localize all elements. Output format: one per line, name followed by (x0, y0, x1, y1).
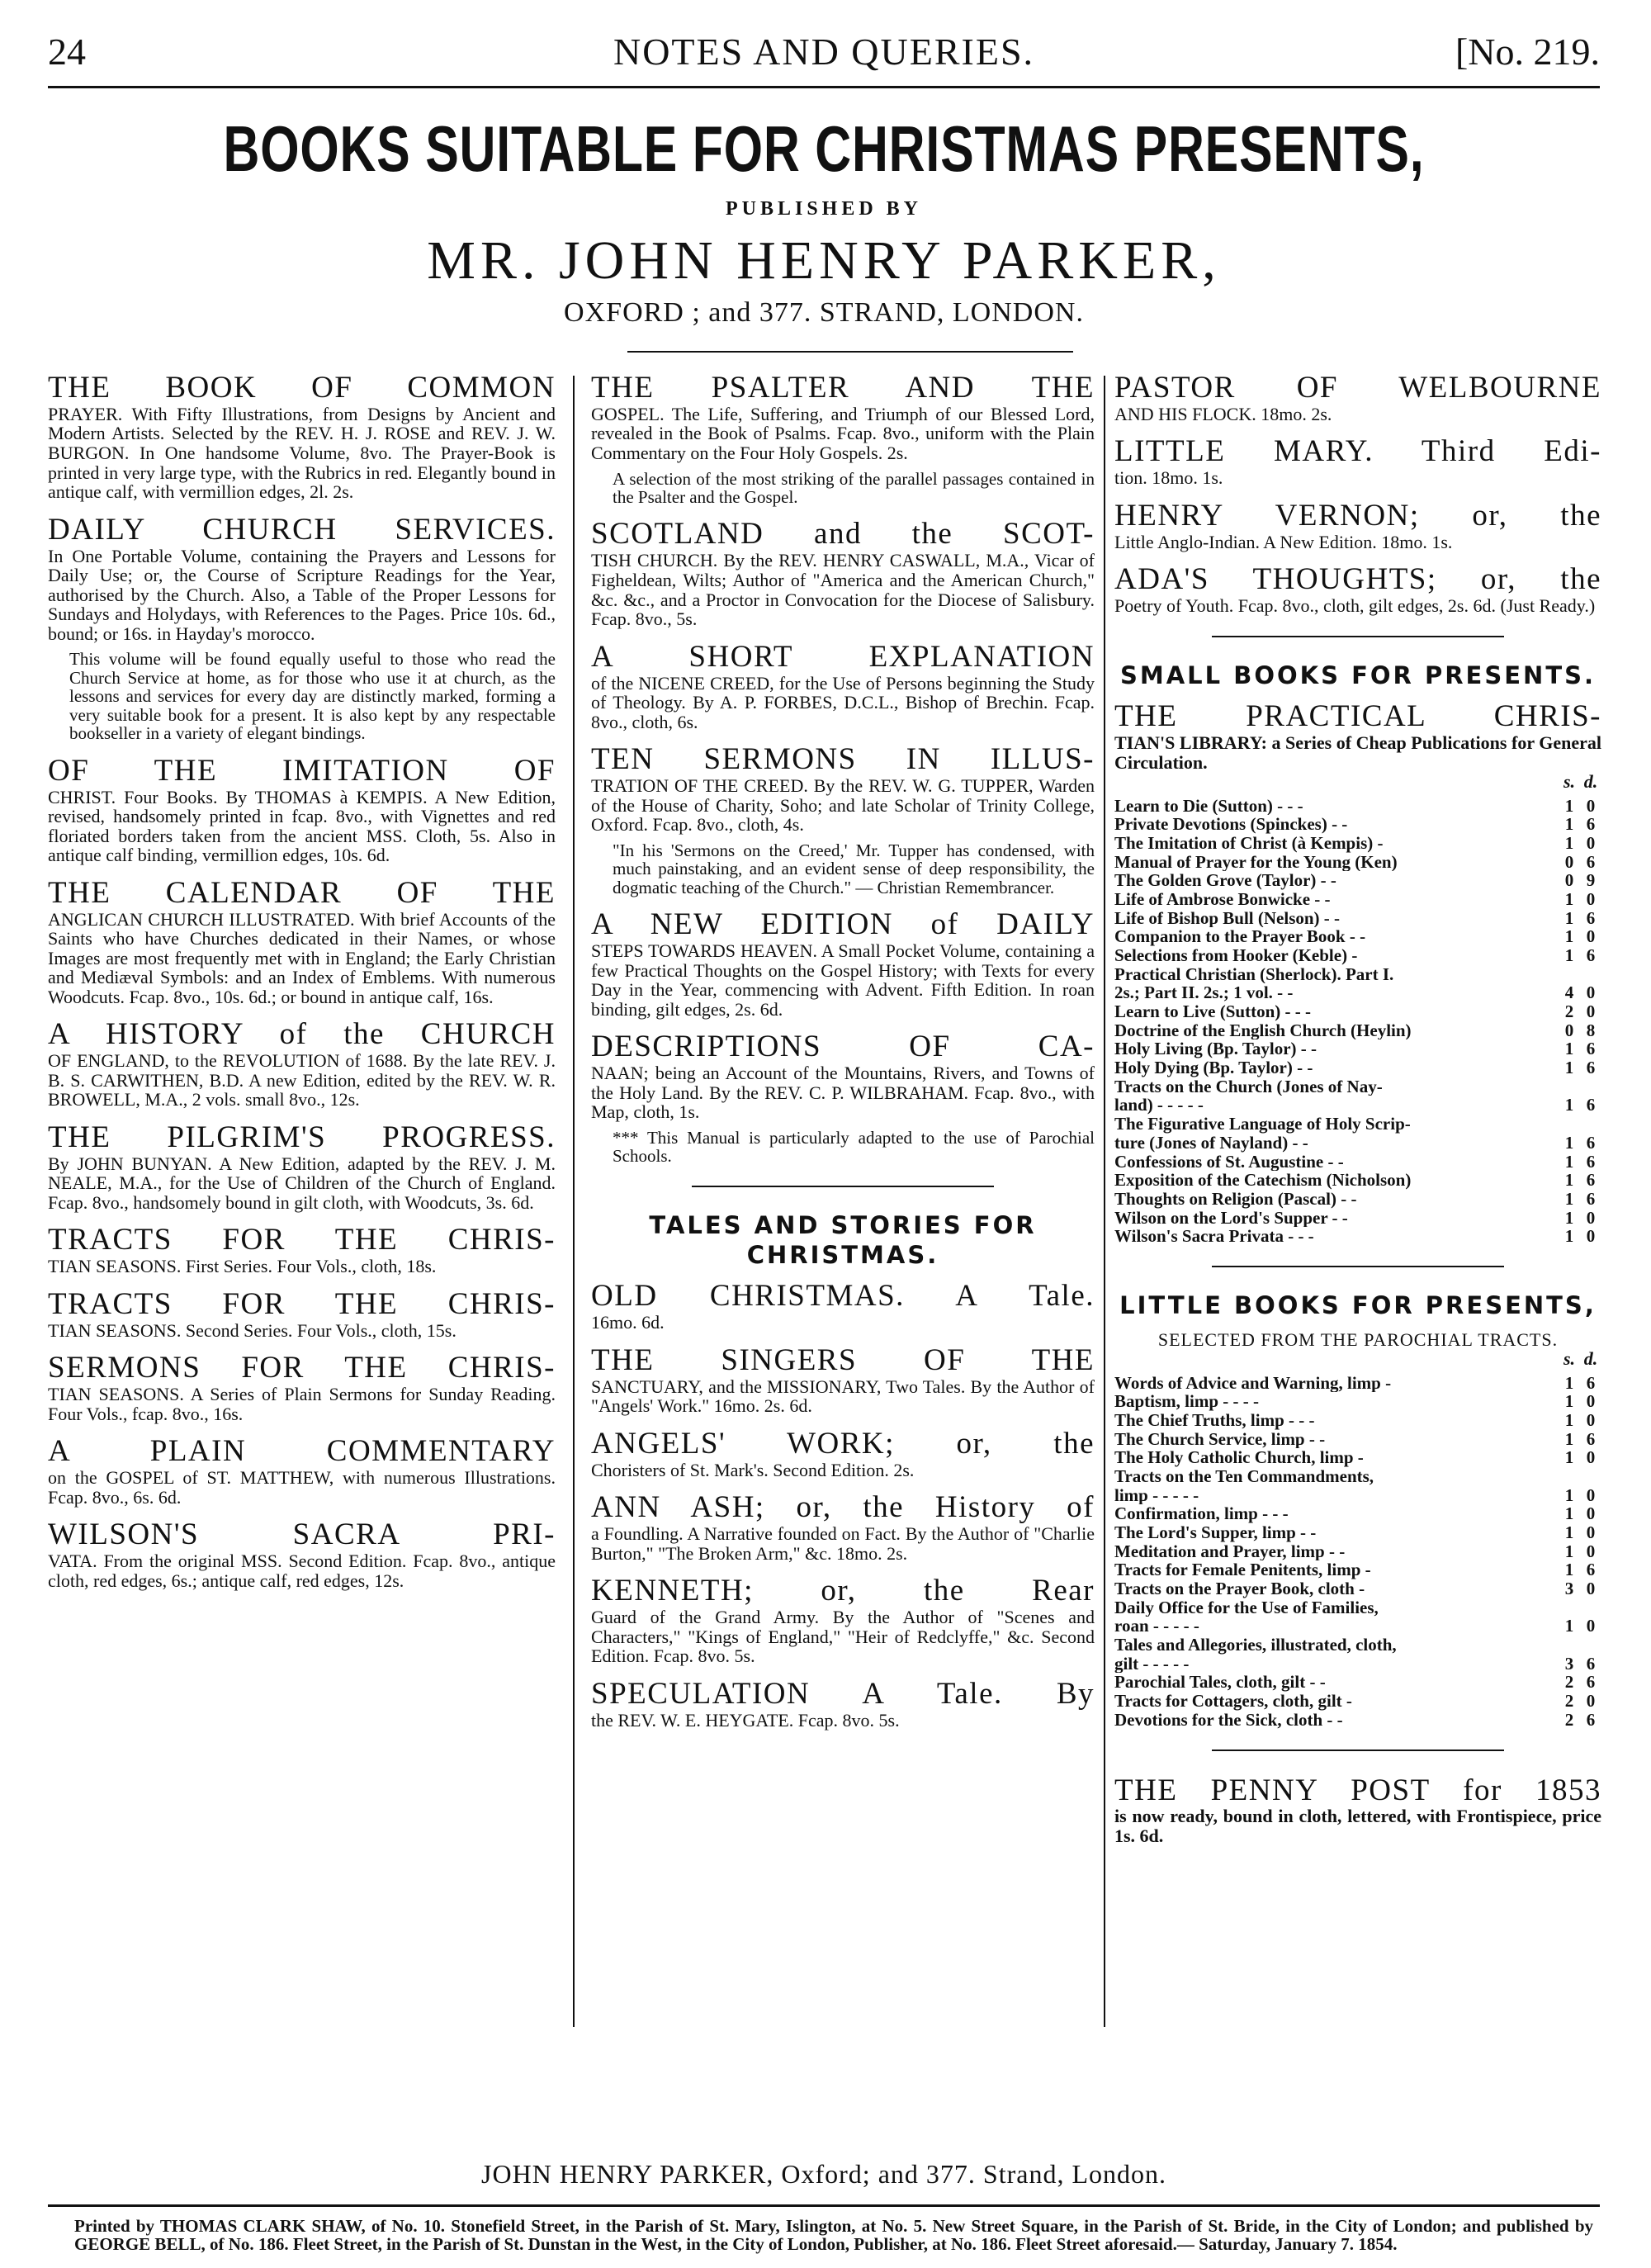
book-title: A PLAIN COMMENTARY (48, 1434, 556, 1469)
price-row (1114, 1579, 1601, 1598)
published-by-label: PUBLISHED BY (725, 198, 923, 220)
price-row-title: Holy Dying (Bp. Taylor) - - (1114, 1058, 1313, 1077)
book-title: DAILY CHURCH SERVICES. (48, 512, 556, 547)
price-row-title: Selections from Hooker (Keble) - (1114, 946, 1358, 965)
price-pence: 6 (1586, 1058, 1596, 1078)
book-title: HENRY VERNON; or, the (1114, 498, 1601, 533)
book-description: tion. 18mo. 1s. (1114, 467, 1223, 489)
book-entry (591, 372, 1095, 506)
price-row-title: Devotions for the Sick, cloth - - (1114, 1710, 1343, 1730)
price-pence (1580, 965, 1601, 984)
price-row (1114, 1448, 1601, 1467)
price-shillings: 1 (1564, 926, 1574, 947)
price-shillings (1559, 1636, 1580, 1655)
price-shillings: 1 (1564, 833, 1574, 854)
price-pence: 6 (1586, 907, 1596, 928)
price-pence: 0 (1586, 1001, 1596, 1022)
price-pence: 6 (1586, 1170, 1596, 1191)
tale-entry (591, 1344, 1095, 1416)
price-row-title: roan - - - - - (1114, 1617, 1199, 1636)
book-title: TRACTS FOR THE CHRIS- (48, 1286, 556, 1321)
book-description: TRATION OF THE CREED. By the REV. W. G. TUPPER, Warden of the House of Charity, Soho; and late Scholar of Trinity College, Oxford. Fcap. 8vo., cloth, 4s. (591, 775, 1095, 836)
price-pence: 6 (1586, 1039, 1596, 1059)
price-row (1114, 1504, 1601, 1523)
book-entry (1114, 372, 1601, 424)
price-shillings: 0 (1564, 851, 1574, 872)
price-row (1114, 834, 1601, 853)
price-row-title: Learn to Live (Sutton) - - - (1114, 1002, 1311, 1021)
price-row-title: Tracts on the Ten Commandments, (1114, 1467, 1374, 1486)
price-pence: 6 (1586, 1132, 1596, 1153)
price-row-title: Tales and Allegories, illustrated, cloth, (1114, 1636, 1397, 1655)
price-row (1114, 909, 1601, 928)
price-pence: 0 (1586, 833, 1596, 854)
price-row-title: The Holy Catholic Church, limp - (1114, 1448, 1364, 1468)
price-pence (1580, 1636, 1601, 1655)
price-shillings (1559, 1598, 1580, 1617)
advert-footer: JOHN HENRY PARKER, Oxford; and 377. Strand, London. (481, 2159, 1166, 2189)
price-row (1114, 853, 1601, 872)
price-row-title: Meditation and Prayer, limp - - (1114, 1541, 1346, 1561)
price-shillings: 1 (1564, 889, 1574, 910)
price-pence (1580, 1115, 1601, 1134)
price-shillings: 1 (1564, 814, 1574, 835)
price-row-title: gilt - - - - - (1114, 1654, 1190, 1674)
footer-rule (48, 2204, 1600, 2207)
price-row (1114, 1171, 1601, 1190)
book-description: CHRIST. Four Books. By THOMAS à KEMPIS. A New Edition, revised, handsomely printed in fcap. 8vo., with Vignettes and red floriated borders taken from the ancient MSS. Cloth, 5s. Also in antique calf binding, vermillion edges, 10s. 6d. (48, 786, 556, 866)
book-entry (48, 1352, 556, 1423)
price-shillings: 1 (1564, 1560, 1574, 1580)
book-entry (48, 1018, 556, 1110)
tale-title: ANN ASH; or, the History of (591, 1490, 1095, 1525)
price-row-title: The Church Service, limp - - (1114, 1429, 1326, 1449)
price-row (1114, 1598, 1601, 1617)
series-description: TIAN'S LIBRARY: a Series of Cheap Publications for General Circulation. (1114, 732, 1601, 773)
book-description: AND HIS FLOCK. 18mo. 2s. (1114, 403, 1332, 424)
price-column-header: s. d. (1563, 771, 1598, 793)
publisher-name: MR. JOHN HENRY PARKER, (427, 230, 1221, 291)
price-shillings: 1 (1564, 1207, 1574, 1228)
section-rule (692, 1186, 994, 1187)
tale-description: SANCTUARY, and the MISSIONARY, Two Tales. By the Author of "Angels' Work." 16mo. 2s. 6d. (591, 1375, 1095, 1417)
price-shillings: 1 (1564, 1170, 1574, 1191)
page-header (48, 25, 1600, 84)
price-row-title: Words of Advice and Warning, limp - (1114, 1373, 1392, 1393)
book-description: In One Portable Volume, containing the Prayers and Lessons for Daily Use; or, the Course of Scripture Readings for the Year, authorised by the Church. Also, a Table of the Proper Lessons for Sundays and Holydays, with References to the Pages. Price 10s. 6d., bound; or 16s. in Hayday's morocco. (48, 545, 556, 644)
price-pence: 0 (1586, 1226, 1596, 1247)
price-row-title: Exposition of the Catechism (Nicholson) (1114, 1171, 1412, 1190)
price-row-title: The Golden Grove (Taylor) - - (1114, 871, 1336, 891)
book-description: Little Anglo-Indian. A New Edition. 18mo. 1s. (1114, 531, 1453, 552)
price-row-title: The Chief Truths, limp - - - (1114, 1411, 1315, 1430)
price-shillings: 1 (1564, 1428, 1574, 1449)
price-row (1114, 1636, 1601, 1655)
price-row-title: Confessions of St. Augustine - - (1114, 1152, 1344, 1172)
book-description: TIAN SEASONS. A Series of Plain Sermons for Sunday Reading. Four Vols., fcap. 8vo., 16s. (48, 1384, 556, 1424)
price-pence: 0 (1586, 1522, 1596, 1543)
price-pence: 0 (1586, 1484, 1596, 1505)
price-pence: 6 (1586, 1672, 1596, 1693)
price-row (1114, 1486, 1601, 1505)
book-note: A selection of the most striking of the parallel passages contained in the Psalter and the Gospel. (613, 468, 1095, 508)
printer-imprint: Printed by THOMAS CLARK SHAW, of No. 10. Stonefield Street, in the Parish of St. Mary, Islington, at No. 5. New Street Square, in the Parish of St. Bride, in the City of London; and published by GEORGE BELL, of No. 186. Fleet Street, in the Parish of St. Dunstan in the West, in the City of London, Publisher, at No. 186. Fleet Street aforesaid.— Saturday, January 7. 1854. (74, 2216, 1593, 2255)
price-row-title: The Lord's Supper, limp - - (1114, 1523, 1317, 1542)
book-entry (1114, 563, 1601, 615)
book-description: STEPS TOWARDS HEAVEN. A Small Pocket Volume, containing a few Practical Thoughts on the Gospel History; with Texts for every Day in the Year, commencing with Advent. Fifth Edition. In roan binding, gilt edges, 2s. 6d. (591, 940, 1095, 1020)
price-row (1114, 815, 1601, 834)
book-title: LITTLE MARY. Third Edi- (1114, 434, 1601, 469)
book-entry (591, 1030, 1095, 1165)
book-entry (591, 641, 1095, 732)
book-description: TISH CHURCH. By the REV. HENRY CASWALL, M.A., Vicar of Figheldean, Wilts; Author of "America and the American Church," &c. &c., and a Proctor in Convocation for the Diocese of Salisbury. Fcap. 8vo., 5s. (591, 550, 1095, 630)
column-middle (591, 372, 1095, 1741)
small-books-list (1114, 797, 1601, 1246)
price-shillings (1559, 1467, 1580, 1486)
price-shillings: 0 (1564, 870, 1574, 891)
tale-entry (591, 1428, 1095, 1480)
price-row-title: Doctrine of the English Church (Heylin) (1114, 1020, 1412, 1040)
tale-title: OLD CHRISTMAS. A Tale. (591, 1279, 1095, 1314)
price-pence: 0 (1586, 1447, 1596, 1468)
book-entry (48, 1518, 556, 1590)
price-pence: 0 (1586, 1503, 1596, 1524)
price-pence (1580, 1598, 1601, 1617)
price-pence: 0 (1586, 982, 1596, 1003)
price-pence: 0 (1586, 1541, 1596, 1561)
book-title: THE PSALTER AND THE (591, 371, 1095, 405)
tale-title: THE SINGERS OF THE (591, 1342, 1095, 1377)
book-title: ADA'S THOUGHTS; or, the (1114, 562, 1601, 597)
book-title: THE BOOK OF COMMON (48, 371, 556, 405)
price-shillings: 1 (1564, 1503, 1574, 1524)
book-entry (48, 1224, 556, 1276)
price-row (1114, 1655, 1601, 1674)
price-row (1114, 1096, 1601, 1115)
price-shillings: 1 (1564, 1522, 1574, 1543)
price-pence: 0 (1586, 1616, 1596, 1636)
book-description: on the GOSPEL of ST. MATTHEW, with numerous Illustrations. Fcap. 8vo., 6s. 6d. (48, 1467, 556, 1508)
book-title: A NEW EDITION of DAILY (591, 907, 1095, 942)
price-shillings (1559, 965, 1580, 984)
price-row (1114, 927, 1601, 946)
page-number: 24 (48, 31, 86, 73)
price-row (1114, 1190, 1601, 1209)
price-row-title: Practical Christian (Sherlock). Part I. (1114, 964, 1394, 984)
price-row-title: Life of Bishop Bull (Nelson) - - (1114, 908, 1341, 928)
price-row-title: Thoughts on Religion (Pascal) - - (1114, 1189, 1357, 1209)
book-description: VATA. From the original MSS. Second Edition. Fcap. 8vo., antique cloth, red edges, 6s.; antique calf, red edges, 12s. (48, 1551, 556, 1591)
price-shillings: 1 (1564, 1188, 1574, 1209)
section-rule (1212, 636, 1504, 637)
price-row (1114, 1134, 1601, 1153)
price-shillings: 1 (1564, 907, 1574, 928)
price-shillings: 1 (1564, 1372, 1574, 1393)
price-pence: 6 (1586, 851, 1596, 872)
book-title: TEN SERMONS IN ILLUS- (591, 742, 1095, 777)
tale-description: a Foundling. A Narrative founded on Fact. By the Author of "Charlie Burton," "The Broken Arm," &c. 18mo. 2s. (591, 1523, 1095, 1564)
price-row-title: The Imitation of Christ (à Kempis) - (1114, 834, 1384, 853)
book-description: ANGLICAN CHURCH ILLUSTRATED. With brief Accounts of the Saints who have Churches dedicated in their Names, or whose Images are most frequently met with in England; the Early Christian and Mediæval Symbols: and an Index of Emblems. With numerous Woodcuts. Fcap. 8vo., 10s. 6d.; or bound in antique calf, 16s. (48, 908, 556, 1007)
book-entry (1114, 1774, 1601, 1846)
book-description: OF ENGLAND, to the REVOLUTION of 1688. By the late REV. J. B. S. CARWITHEN, B.D. A new Edition, edited by the REV. W. R. BROWELL, M.A., 2 vols. small 8vo., 12s. (48, 1050, 556, 1110)
price-row-title: Tracts on the Prayer Book, cloth - (1114, 1579, 1365, 1598)
price-row (1114, 797, 1601, 816)
header-rule (48, 86, 1600, 88)
tale-title: KENNETH; or, the Rear (591, 1574, 1095, 1608)
price-row (1114, 1002, 1601, 1021)
series-title: THE PRACTICAL CHRIS- (1114, 699, 1601, 734)
book-entry (1114, 500, 1601, 552)
issue-number: [No. 219. (1455, 31, 1600, 73)
book-description: Poetry of Youth. Fcap. 8vo., cloth, gilt edges, 2s. 6d. (Just Ready.) (1114, 595, 1596, 617)
tale-entry (591, 1280, 1095, 1332)
advert-headline: BOOKS SUITABLE FOR CHRISTMAS PRESENTS, (223, 112, 1425, 185)
book-description: NAAN; being an Account of the Mountains, Rivers, and Towns of the Holy Land. By the REV. C. P. WILBRAHAM. Fcap. 8vo., with Map, cloth, 1s. (591, 1063, 1095, 1123)
price-row-title: land) - - - - - (1114, 1096, 1204, 1115)
price-row (1114, 1430, 1601, 1449)
book-title: THE PILGRIM'S PROGRESS. (48, 1120, 556, 1154)
tale-entry (591, 1491, 1095, 1563)
price-row-title: 2s.; Part II. 2s.; 1 vol. - - (1114, 983, 1294, 1003)
book-title: TRACTS FOR THE CHRIS- (48, 1223, 556, 1257)
price-row-title: Wilson on the Lord's Supper - - (1114, 1208, 1348, 1228)
price-shillings: 1 (1564, 945, 1574, 966)
price-row (1114, 1467, 1601, 1486)
price-pence: 6 (1586, 1188, 1596, 1209)
price-row (1114, 1115, 1601, 1134)
book-description: TIAN SEASONS. First Series. Four Vols., cloth, 18s. (48, 1256, 437, 1277)
book-entry (48, 755, 556, 865)
price-row (1114, 965, 1601, 984)
book-entry (48, 372, 556, 502)
price-row-title: Wilson's Sacra Privata - - - (1114, 1227, 1314, 1246)
book-description: is now ready, bound in cloth, lettered, with Frontispiece, price 1s. 6d. (1114, 1806, 1601, 1846)
price-shillings: 1 (1564, 1410, 1574, 1431)
price-row (1114, 1411, 1601, 1430)
price-row (1114, 946, 1601, 965)
price-pence: 9 (1586, 870, 1596, 891)
price-pence: 0 (1586, 795, 1596, 816)
price-row (1114, 1227, 1601, 1246)
price-row-title: Manual of Prayer for the Young (Ken) (1114, 852, 1398, 872)
price-shillings: 1 (1564, 1226, 1574, 1247)
book-entry (1114, 435, 1601, 487)
tale-description: 16mo. 6d. (591, 1312, 665, 1333)
book-entry (48, 514, 556, 743)
price-column-header: s. d. (1563, 1348, 1598, 1370)
price-row-title: Baptism, limp - - - - (1114, 1392, 1259, 1412)
book-description: By JOHN BUNYAN. A New Edition, adapted by the REV. J. M. NEALE, M.A., for the Use of Children of the Church of England. Fcap. 8vo., handsomely bound in gilt cloth, with Woodcuts, 3s. 6d. (48, 1153, 556, 1213)
price-row (1114, 1673, 1601, 1692)
price-pence (1580, 1467, 1601, 1486)
price-row (1114, 1542, 1601, 1561)
book-description: TIAN SEASONS. Second Series. Four Vols., cloth, 15s. (48, 1319, 457, 1341)
small-books-heading: SMALL BOOKS FOR PRESENTS. (1119, 661, 1597, 689)
price-pence: 6 (1586, 1151, 1596, 1172)
book-title: PASTOR OF WELBOURNE (1114, 371, 1601, 405)
book-entry (48, 1435, 556, 1507)
price-shillings: 1 (1564, 795, 1574, 816)
book-title: A HISTORY of the CHURCH (48, 1017, 556, 1052)
book-description: GOSPEL. The Life, Suffering, and Triumph of our Blessed Lord, revealed in the Book of Psalms. Fcap. 8vo., uniform with the Plain Commentary on the Four Holy Gospels. 2s. (591, 403, 1095, 464)
price-pence: 0 (1586, 1579, 1596, 1599)
book-title: SERMONS FOR THE CHRIS- (48, 1351, 556, 1385)
publisher-address: OXFORD ; and 377. STRAND, LONDON. (564, 297, 1084, 328)
price-pence: 0 (1586, 1207, 1596, 1228)
price-shillings: 2 (1564, 1672, 1574, 1693)
price-pence: 6 (1586, 1560, 1596, 1580)
price-pence: 6 (1586, 1372, 1596, 1393)
price-row-title: Daily Office for the Use of Families, (1114, 1598, 1379, 1617)
book-title: THE CALENDAR OF THE (48, 875, 556, 910)
tale-description: Choristers of St. Mark's. Second Edition. 2s. (591, 1459, 915, 1480)
little-books-list (1114, 1374, 1601, 1730)
column-right (1114, 372, 1601, 1858)
price-shillings: 1 (1564, 1541, 1574, 1561)
price-shillings: 0 (1564, 1020, 1574, 1040)
price-row-title: Private Devotions (Spinckes) - - (1114, 815, 1348, 835)
price-row (1114, 871, 1601, 890)
price-row-title: Parochial Tales, cloth, gilt - - (1114, 1673, 1326, 1693)
little-books-heading: LITTLE BOOKS FOR PRESENTS, (1119, 1290, 1597, 1319)
price-shillings: 2 (1564, 1691, 1574, 1712)
column-divider (1104, 376, 1105, 2027)
price-shillings: 3 (1564, 1653, 1574, 1674)
price-row (1114, 1617, 1601, 1636)
price-shillings: 1 (1564, 1484, 1574, 1505)
book-note: *** This Manual is particularly adapted to the use of Parochial Schools. (613, 1127, 1095, 1167)
price-row (1114, 1153, 1601, 1172)
price-row-title: Confirmation, limp - - - (1114, 1504, 1289, 1524)
price-row (1114, 1392, 1601, 1411)
price-row (1114, 890, 1601, 909)
price-pence: 6 (1586, 1709, 1596, 1730)
book-description: PRAYER. With Fifty Illustrations, from Designs by Ancient and Modern Artists. Selected by the REV. H. J. ROSE and REV. J. W. BURGON. In One handsome Volume, 8vo. The Prayer-Book is printed in very large type, with the Rubrics in red. Elegantly bound in antique calf, with vermillion edges, 2l. 2s. (48, 403, 556, 503)
price-pence: 6 (1586, 814, 1596, 835)
price-shillings: 2 (1564, 1709, 1574, 1730)
price-row-title: ture (Jones of Nayland) - - (1114, 1133, 1308, 1153)
price-row (1114, 1209, 1601, 1228)
price-shillings: 1 (1564, 1132, 1574, 1153)
price-pence: 6 (1586, 945, 1596, 966)
book-entry (48, 1288, 556, 1340)
price-row-title: Tracts on the Church (Jones of Nay- (1114, 1077, 1383, 1096)
price-shillings: 4 (1564, 982, 1574, 1003)
price-pence: 8 (1586, 1020, 1596, 1040)
price-row-title: Learn to Die (Sutton) - - - (1114, 796, 1303, 816)
book-note: "In his 'Sermons on the Creed,' Mr. Tupper has condensed, with much painstaking, and an evident sense of deep responsibility, the dogmatic teaching of the Church." — Christian Remembrancer. (613, 840, 1095, 897)
price-row (1114, 1560, 1601, 1579)
price-row-title: Tracts for Cottagers, cloth, gilt - (1114, 1692, 1352, 1711)
price-row-title: Holy Living (Bp. Taylor) - - (1114, 1039, 1317, 1059)
price-shillings: 1 (1564, 1391, 1574, 1412)
price-pence: 6 (1586, 1653, 1596, 1674)
price-row (1114, 1523, 1601, 1542)
column-divider (573, 376, 575, 2027)
price-row-title: Tracts for Female Penitents, limp - (1114, 1560, 1371, 1580)
price-shillings: 1 (1564, 1095, 1574, 1115)
price-row-title: Life of Ambrose Bonwicke - - (1114, 890, 1331, 909)
price-pence: 0 (1586, 889, 1596, 910)
book-title: A SHORT EXPLANATION (591, 639, 1095, 674)
price-row (1114, 1039, 1601, 1058)
section-rule (1212, 1266, 1504, 1267)
price-row (1114, 1711, 1601, 1730)
little-books-subheading: SELECTED FROM THE PAROCHIAL TRACTS. (1157, 1329, 1559, 1351)
price-shillings: 1 (1564, 1616, 1574, 1636)
price-pence: 0 (1586, 1691, 1596, 1712)
book-note: This volume will be found equally useful to those who read the Church Service at home, as for those who use it at church, as the lessons and services for every day are distinctly marked, forming a very suitable book for a present. It is also kept by any respectable bookseller in a variety of elegant bindings. (69, 649, 556, 744)
book-entry (591, 518, 1095, 628)
book-title: WILSON'S SACRA PRI- (48, 1518, 556, 1552)
price-row-title: The Figurative Language of Holy Scrip- (1114, 1115, 1411, 1134)
price-row (1114, 1021, 1601, 1040)
price-shillings (1559, 1077, 1580, 1096)
book-title: THE PENNY POST for 1853 (1114, 1773, 1601, 1807)
price-shillings: 3 (1564, 1579, 1574, 1599)
price-row (1114, 983, 1601, 1002)
price-pence (1580, 1077, 1601, 1096)
price-row-title: limp - - - - - (1114, 1485, 1199, 1505)
book-title: SCOTLAND and the SCOT- (591, 517, 1095, 552)
title-rule (627, 351, 1073, 353)
price-row (1114, 1058, 1601, 1077)
price-shillings (1559, 1115, 1580, 1134)
tale-description: Guard of the Grand Army. By the Author of "Scenes and Characters," "Kings of England," "Heir of Redclyffe," &c. Second Edition. Fcap. 8vo. 5s. (591, 1607, 1095, 1667)
book-entry (48, 877, 556, 1007)
price-shillings: 1 (1564, 1447, 1574, 1468)
price-row (1114, 1374, 1601, 1393)
tale-title: SPECULATION A Tale. By (591, 1676, 1095, 1711)
book-entry (48, 1121, 556, 1213)
price-shillings: 1 (1564, 1151, 1574, 1172)
tales-heading: TALES AND STORIES FOR CHRISTMAS. (649, 1210, 1037, 1269)
book-title: OF THE IMITATION OF (48, 753, 556, 788)
price-row-title: Companion to the Prayer Book - - (1114, 927, 1366, 947)
tale-title: ANGELS' WORK; or, the (591, 1426, 1095, 1461)
book-description: of the NICENE CREED, for the Use of Persons beginning the Study of Theology. By A. P. FORBES, D.C.L., Bishop of Brechin. Fcap. 8vo., cloth, 6s. (591, 672, 1095, 732)
price-pence: 6 (1586, 1095, 1596, 1115)
book-entry (591, 908, 1095, 1019)
book-entry (591, 743, 1095, 897)
price-pence: 0 (1586, 926, 1596, 947)
price-pence: 0 (1586, 1391, 1596, 1412)
tale-entry (591, 1574, 1095, 1666)
price-pence: 0 (1586, 1410, 1596, 1431)
price-row (1114, 1692, 1601, 1711)
tale-description: the REV. W. E. HEYGATE. Fcap. 8vo. 5s. (591, 1709, 900, 1731)
price-pence: 6 (1586, 1428, 1596, 1449)
price-shillings: 1 (1564, 1039, 1574, 1059)
price-shillings: 2 (1564, 1001, 1574, 1022)
price-shillings: 1 (1564, 1058, 1574, 1078)
book-title: DESCRIPTIONS OF CA- (591, 1030, 1095, 1064)
column-left (48, 372, 556, 1602)
price-row (1114, 1077, 1601, 1096)
journal-title: NOTES AND QUERIES. (613, 31, 1035, 73)
section-rule (1212, 1750, 1504, 1751)
tale-entry (591, 1678, 1095, 1730)
